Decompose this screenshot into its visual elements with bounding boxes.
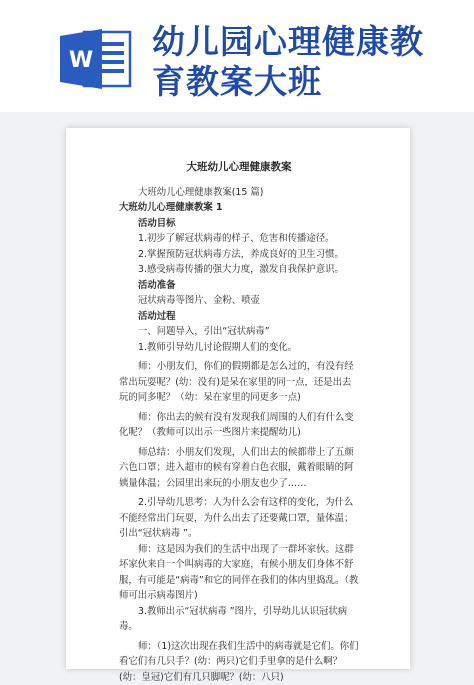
paragraph: 活动目标 (119, 216, 359, 232)
paragraph: 活动准备 (119, 278, 359, 294)
paragraph: 师总结：小朋友们发现，人们出去的候都带上了五颜六色口罩；进入超市的候有穿着白色衣服，戴着眼睛的阿姨量体温；公园里出来玩的小朋友也少了…… (119, 445, 359, 492)
paragraph: 冠状病毒等图片、金粉、喷壶 (119, 293, 359, 309)
word-document-icon (60, 28, 134, 90)
paragraph: 2.掌握预防冠状病毒方法，养成良好的卫生习惯。 (119, 247, 359, 263)
paragraph: 师：小朋友们，你们的假期都是怎么过的，有没有经常出玩耍呢？(幼：没有)是呆在家里的同一点，还是出去玩的同多呢？（幼：呆在家里的同更多一点) (119, 359, 359, 406)
paragraph: 师：（1)这次出现在我们生活中的病毒就是它们。你们看它们有几只手？(幼：两只)它们手里拿的是什么啊？(幼：皇冠)它们有几只脚呢？(幼：八只) (119, 639, 359, 685)
logo-letter: W (69, 48, 93, 73)
paragraph: 大班幼儿心理健康教案(15 篇) (119, 185, 359, 201)
paragraph: 一、问题导入，引出“冠状病毒” (119, 324, 359, 340)
document-body (119, 160, 359, 685)
page-title-line-1: 幼儿园心理健康教 (152, 22, 462, 62)
paragraph: 大班幼儿心理健康教案 1 (119, 200, 359, 216)
paragraph: 师：这是因为我们的生活中出现了一群坏家伙。这群坏家伙来自一个叫病毒的大家庭，有候小朋友们身体不舒服，有可能是“病毒”和它的同伴在我们的体内里捣乱。（教师可出示病毒图片) (119, 542, 359, 604)
header-banner (0, 0, 474, 112)
document-title: 大班幼儿心理健康教案 (119, 160, 359, 176)
page-title-line-2: 育教案大班 (152, 62, 462, 102)
paragraph: 活动过程 (119, 309, 359, 325)
page-title (152, 22, 462, 102)
document-page (66, 128, 410, 669)
paragraph: 2.引导幼儿思考：人为什么会有这样的变化，为什么不能经常出门玩耍，为什么出去了还要戴口罩，量体温；引出“冠状病毒 ”。 (119, 495, 359, 542)
paragraph: 1.初步了解冠状病毒的样子、危害和传播途径。 (119, 231, 359, 247)
paragraph: 3.教师出示“冠状病毒 ”图片，引导幼儿认识冠状病毒。 (119, 604, 359, 635)
paragraph: 1.教师引导幼儿讨论假期人们的变化。 (119, 340, 359, 356)
paragraph: 师：你出去的候有没有发现我们周围的人们有什么变化呢？（教师可以出示一些图片来提醒幼儿) (119, 410, 359, 441)
paragraph: 3.感受病毒传播的强大力度，激发自我保护意识。 (119, 262, 359, 278)
paragraph-list (119, 185, 359, 685)
